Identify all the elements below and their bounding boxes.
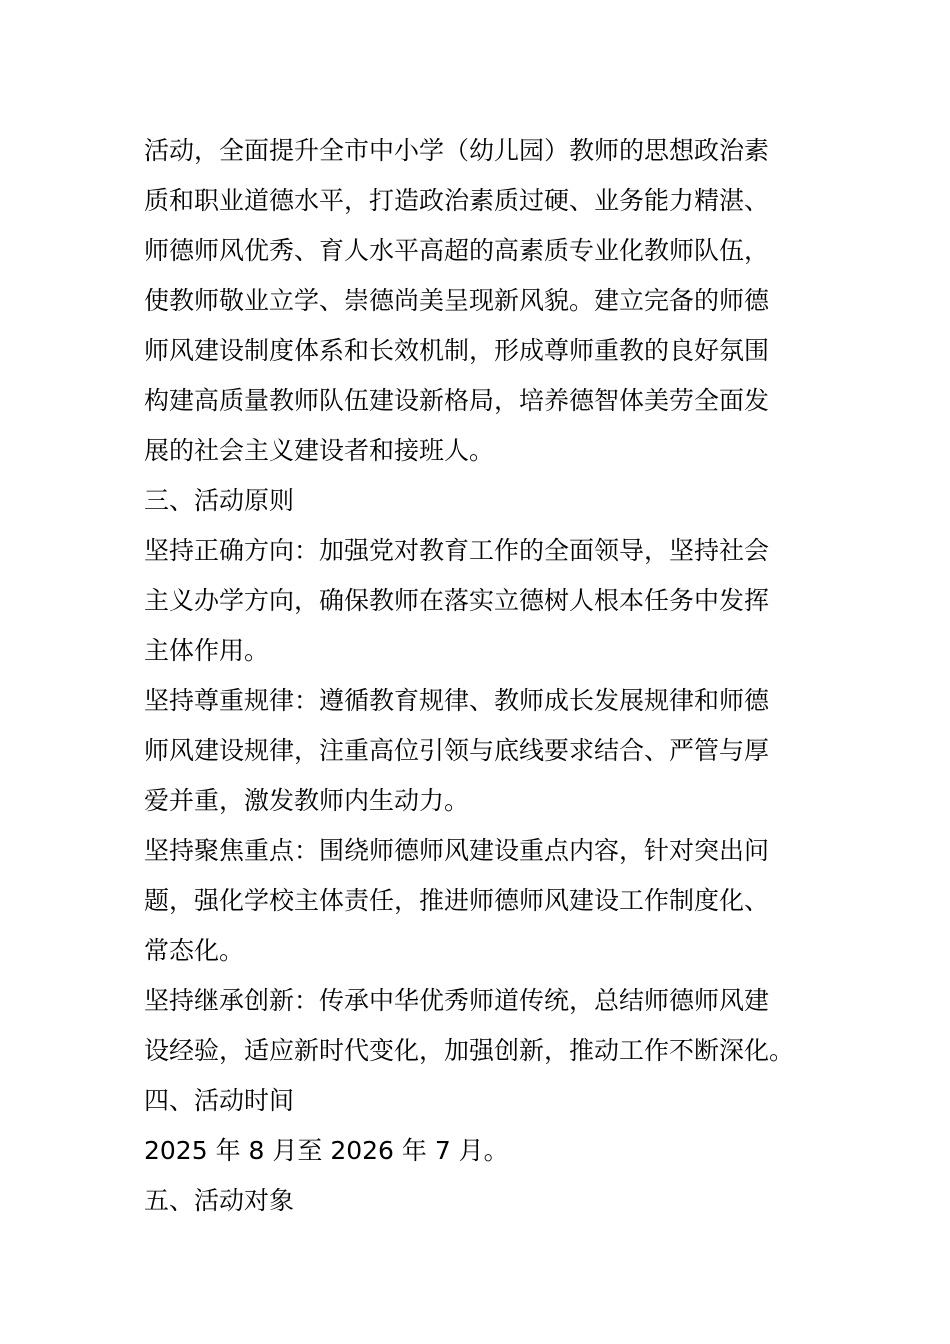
principle-direction: 坚持正确方向：加强党对教育工作的全面领导，坚持社会 [144, 536, 770, 565]
text-line: 主义办学方向，确保教师在落实立德树人根本任务中发挥 [144, 586, 770, 615]
section-heading-time: 四、活动时间 [144, 1086, 295, 1115]
section-heading-principles: 三、活动原则 [144, 486, 295, 515]
text-line: 题，强化学校主体责任，推进师德师风建设工作制度化、 [144, 886, 770, 915]
text-line: 师德师风优秀、育人水平高超的高素质专业化教师队伍， [144, 236, 770, 265]
text-line: 爱并重，激发教师内生动力。 [144, 786, 470, 815]
principle-innovation: 坚持继承创新：传承中华优秀师道传统，总结师德师风建 [144, 986, 770, 1015]
principle-rules: 坚持尊重规律：遵循教育规律、教师成长发展规律和师德 [144, 686, 770, 715]
text-line: 师风建设规律，注重高位引领与底线要求结合、严管与厚 [144, 736, 770, 765]
text-line: 主体作用。 [144, 636, 270, 665]
text-line: 常态化。 [144, 936, 245, 965]
section-heading-audience: 五、活动对象 [144, 1186, 295, 1215]
activity-time-value: 2025 年 8 月至 2026 年 7 月。 [144, 1136, 509, 1165]
text-line: 质和职业道德水平，打造政治素质过硬、业务能力精湛、 [144, 186, 770, 215]
document-body [144, 126, 808, 1226]
text-line: 展的社会主义建设者和接班人。 [144, 436, 495, 465]
text-line: 设经验，适应新时代变化，加强创新，推动工作不断深化。 [144, 1036, 795, 1065]
principle-focus: 坚持聚焦重点：围绕师德师风建设重点内容，针对突出问 [144, 836, 770, 865]
text-line: 构建高质量教师队伍建设新格局，培养德智体美劳全面发 [144, 386, 770, 415]
text-line: 使教师敬业立学、崇德尚美呈现新风貌。建立完备的师德 [144, 286, 770, 315]
text-line: 师风建设制度体系和长效机制，形成尊师重教的良好氛围 [144, 336, 770, 365]
text-line: 活动，全面提升全市中小学（幼儿园）教师的思想政治素 [144, 136, 770, 165]
